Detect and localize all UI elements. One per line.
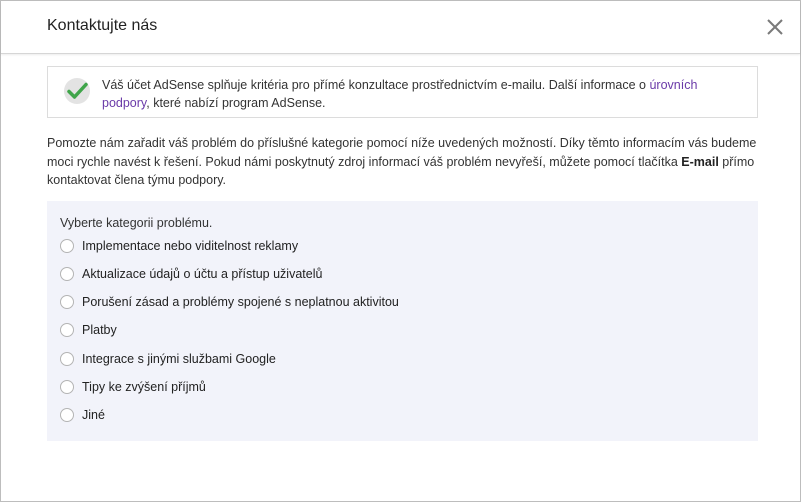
checkmark-icon (62, 76, 92, 106)
radio-button[interactable] (60, 408, 74, 422)
category-option[interactable] (60, 377, 206, 397)
radio-button[interactable] (60, 239, 74, 253)
option-label: Jiné (82, 408, 105, 422)
radio-button[interactable] (60, 380, 74, 394)
option-label: Implementace nebo viditelnost reklamy (82, 239, 299, 253)
option-label: Tipy ke zvýšení příjmů (82, 380, 206, 394)
notice-text-part: Váš účet AdSense splňuje kritéria pro přímé konzultace prostřednictvím e-mailu. Další informace o (102, 78, 650, 92)
category-label: Vyberte kategorii problému. (60, 216, 213, 230)
dialog-title: Kontaktujte nás (47, 17, 158, 34)
intro-text-part: Pomozte nám zařadit váš problém do příslušné kategorie pomocí níže uvedených možností. Díky těmto informacím vás budeme moci rychle navést k řešení. Pokud námi poskytnutý zdroj informací váš problém nevyřeší, můžete pomocí tlačítka (47, 136, 757, 169)
radio-button[interactable] (60, 352, 74, 366)
category-option[interactable] (60, 264, 322, 284)
email-button-reference: E-mail (681, 154, 719, 169)
eligibility-notice (47, 66, 758, 118)
option-label: Integrace s jinými službami Google (82, 352, 276, 366)
notice-text-part: , které nabízí program AdSense. (146, 96, 326, 110)
radio-button[interactable] (60, 323, 74, 337)
intro-text-part: přímo kontaktovat člena týmu podpory. (47, 154, 755, 187)
category-option[interactable] (60, 349, 276, 369)
close-icon[interactable] (764, 16, 786, 38)
category-option[interactable] (60, 292, 399, 312)
option-label: Porušení zásad a problémy spojené s neplatnou aktivitou (82, 295, 399, 309)
option-label: Aktualizace údajů o účtu a přístup uživatelů (82, 267, 323, 281)
category-option[interactable] (60, 236, 298, 256)
dialog-header (1, 1, 800, 54)
radio-button[interactable] (60, 267, 74, 281)
category-selector (47, 201, 758, 441)
option-label: Platby (82, 323, 117, 337)
radio-button[interactable] (60, 295, 74, 309)
category-option[interactable] (60, 320, 117, 340)
category-option[interactable] (60, 405, 105, 425)
intro-paragraph (47, 134, 762, 190)
support-levels-link[interactable]: úrovních podpory (102, 78, 698, 110)
notice-text (102, 76, 733, 112)
